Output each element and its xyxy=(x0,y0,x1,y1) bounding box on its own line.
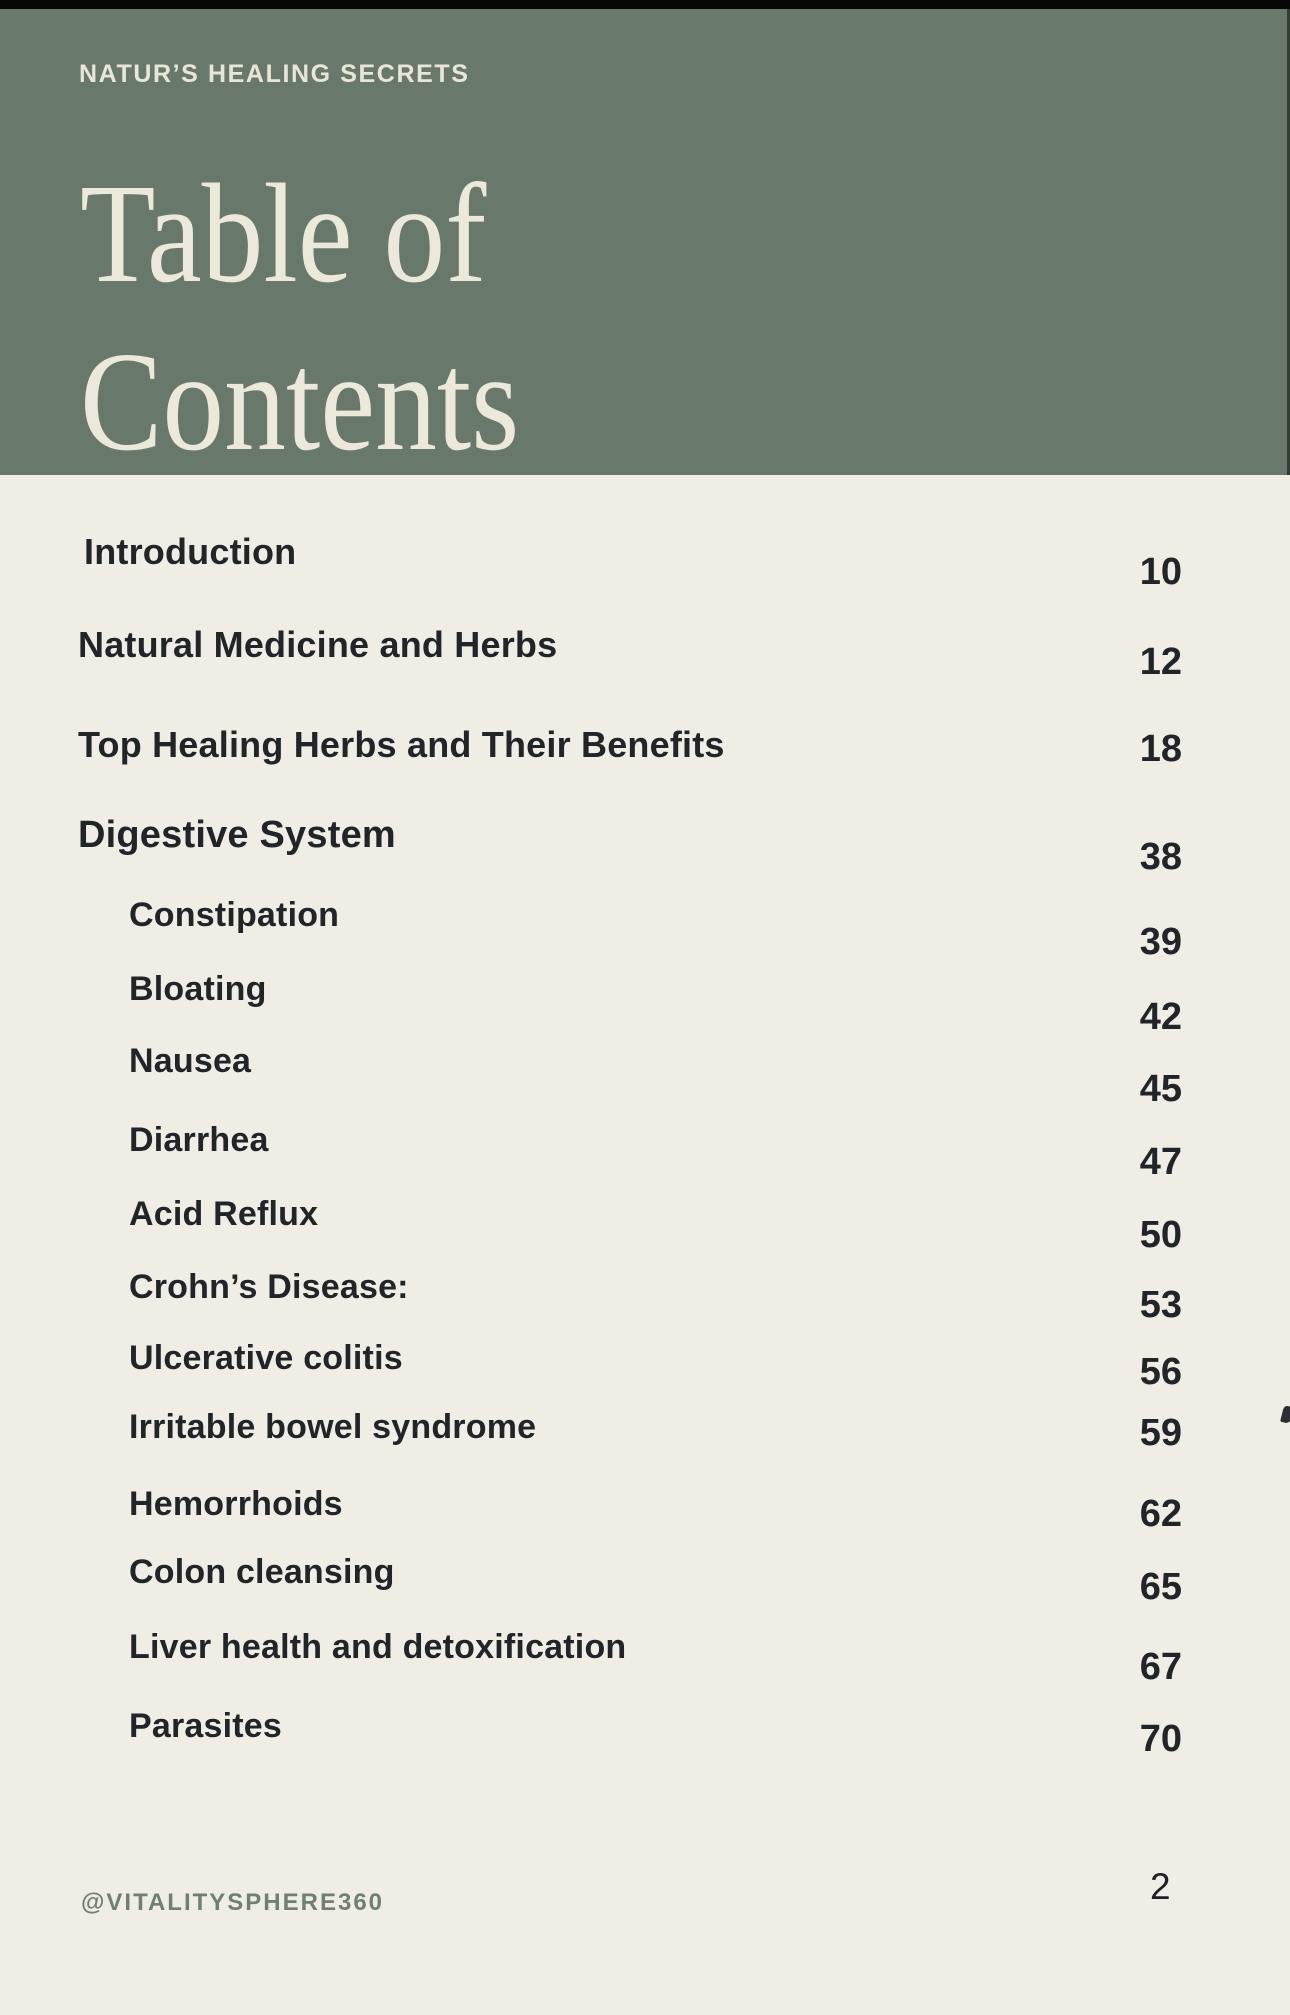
toc-item-page: 38 xyxy=(1139,836,1182,878)
toc-item-page: 47 xyxy=(1139,1141,1182,1183)
toc-item-title: Irritable bowel syndrome xyxy=(129,1408,537,1446)
toc-item-page: 62 xyxy=(1139,1493,1182,1535)
toc-item-page: 12 xyxy=(1139,641,1182,683)
toc-item-title: Acid Reflux xyxy=(129,1195,319,1233)
toc-item-page: 18 xyxy=(1139,728,1182,770)
toc-item-page: 67 xyxy=(1139,1646,1182,1688)
toc-item-title: Natural Medicine and Herbs xyxy=(78,624,558,665)
toc-item-page: 70 xyxy=(1139,1718,1182,1760)
toc-item-title: Ulcerative colitis xyxy=(129,1339,403,1377)
footer-social-handle: @VITALITYSPHERE360 xyxy=(81,1889,385,1916)
toc-item-page: 53 xyxy=(1139,1284,1182,1326)
toc-item-page: 45 xyxy=(1139,1068,1182,1110)
toc-item-title: Bloating xyxy=(129,970,267,1008)
toc-item-title: Digestive System xyxy=(78,814,396,856)
toc-item-page: 50 xyxy=(1139,1214,1182,1256)
toc-item-title: Diarrhea xyxy=(129,1121,269,1159)
toc-item-page: 42 xyxy=(1139,996,1182,1038)
toc-item-title: Top Healing Herbs and Their Benefits xyxy=(78,724,725,765)
toc-item-title: Colon cleansing xyxy=(129,1553,395,1591)
toc-item-title: Hemorrhoids xyxy=(129,1485,343,1523)
page-title-line2: Contents xyxy=(80,322,520,480)
toc-item-page: 65 xyxy=(1139,1566,1182,1608)
toc-item-title: Nausea xyxy=(129,1042,252,1080)
toc-item-page: 39 xyxy=(1139,921,1182,963)
brand-text: NATUR’S HEALING SECRETS xyxy=(79,60,470,88)
page-number: 2 xyxy=(1150,1866,1171,1907)
toc-item-page: 10 xyxy=(1139,551,1182,593)
toc-item-page: 59 xyxy=(1139,1412,1182,1454)
toc-item-title: Parasites xyxy=(129,1707,283,1745)
toc-item-title: Crohn’s Disease: xyxy=(129,1268,409,1306)
toc-item-title: Introduction xyxy=(84,531,297,572)
toc-item-title: Liver health and detoxification xyxy=(129,1628,627,1666)
page-title-line1: Table of xyxy=(80,154,487,312)
toc-item-title: Constipation xyxy=(129,896,340,934)
toc-item-page: 56 xyxy=(1139,1351,1182,1393)
